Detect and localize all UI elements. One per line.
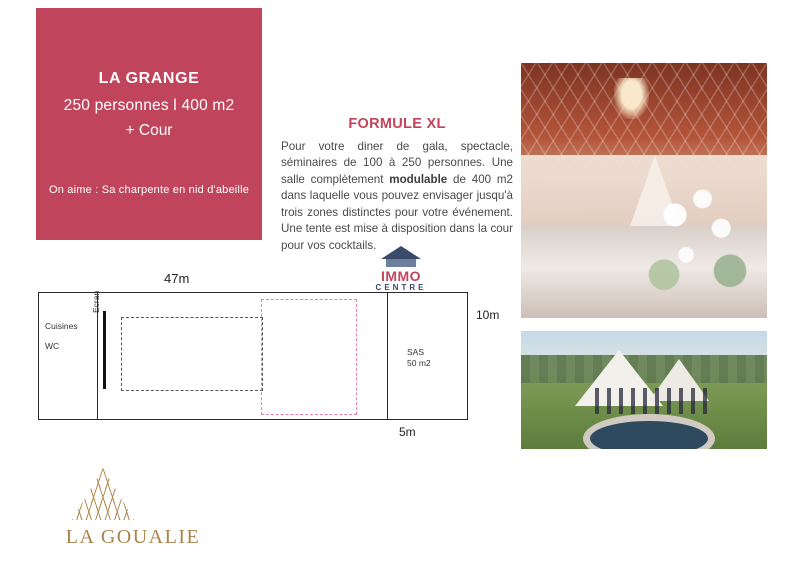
formule-text-highlight: modulable <box>389 172 448 186</box>
plan-label-cuisines: Cuisines <box>45 321 78 331</box>
formule-text-part2: de 400 m2 dans laquelle vous pouvez envisager jusqu'à trois zones distinctes pour votre événement. Une tente est mise à disposition dans la cour pour vos cocktails. <box>281 172 513 252</box>
plan-dimension-length: 47m <box>164 271 190 286</box>
goualie-logo <box>38 468 228 554</box>
flower-bouquet <box>642 175 753 308</box>
house-roof-icon <box>381 246 421 259</box>
outdoor-tent-photo <box>521 331 767 449</box>
plan-zone-pink <box>261 299 357 415</box>
goualie-mark-icon <box>72 468 134 520</box>
immo-centre-logo <box>355 246 447 302</box>
venue-name: LA GRANGE <box>98 70 200 87</box>
formule-description <box>281 139 513 254</box>
venue-note: On aime : Sa charpente en nid d'abeille <box>48 184 250 196</box>
house-base-icon <box>386 259 416 267</box>
plan-dimension-depth: 10m <box>476 308 500 322</box>
plan-sas-name: SAS <box>407 347 425 357</box>
floor-plan <box>38 292 468 420</box>
chandelier-light <box>614 78 648 119</box>
plan-sas-area: 50 m2 <box>407 358 431 369</box>
immo-logo-word: IMMO <box>380 268 422 284</box>
plan-screen-element <box>103 311 106 389</box>
formule-title: FORMULE XL <box>348 116 446 132</box>
venue-extra: + Cour <box>125 122 173 139</box>
plan-zone-dashed <box>121 317 263 391</box>
reception-hall-photo <box>521 63 767 318</box>
plan-wall-right <box>387 293 388 419</box>
formule-block <box>281 116 513 254</box>
goualie-logo-name: LA GOUALIE <box>65 526 201 548</box>
formule-text-part1: Pour votre diner de gala, spectacle, séminaires de 100 à 250 personnes. Une salle complètement <box>281 140 513 186</box>
plan-label-ecran: Ecran <box>91 290 101 313</box>
immo-logo-subword: CENTRE <box>375 283 427 292</box>
venue-info-panel <box>36 8 262 240</box>
plan-dimension-sas-width: 5m <box>399 425 416 439</box>
plan-label-sas <box>407 347 431 369</box>
plan-label-wc: WC <box>45 341 60 351</box>
photo-people-group <box>595 388 708 414</box>
venue-capacity: 250 personnes l 400 m2 <box>63 97 235 114</box>
